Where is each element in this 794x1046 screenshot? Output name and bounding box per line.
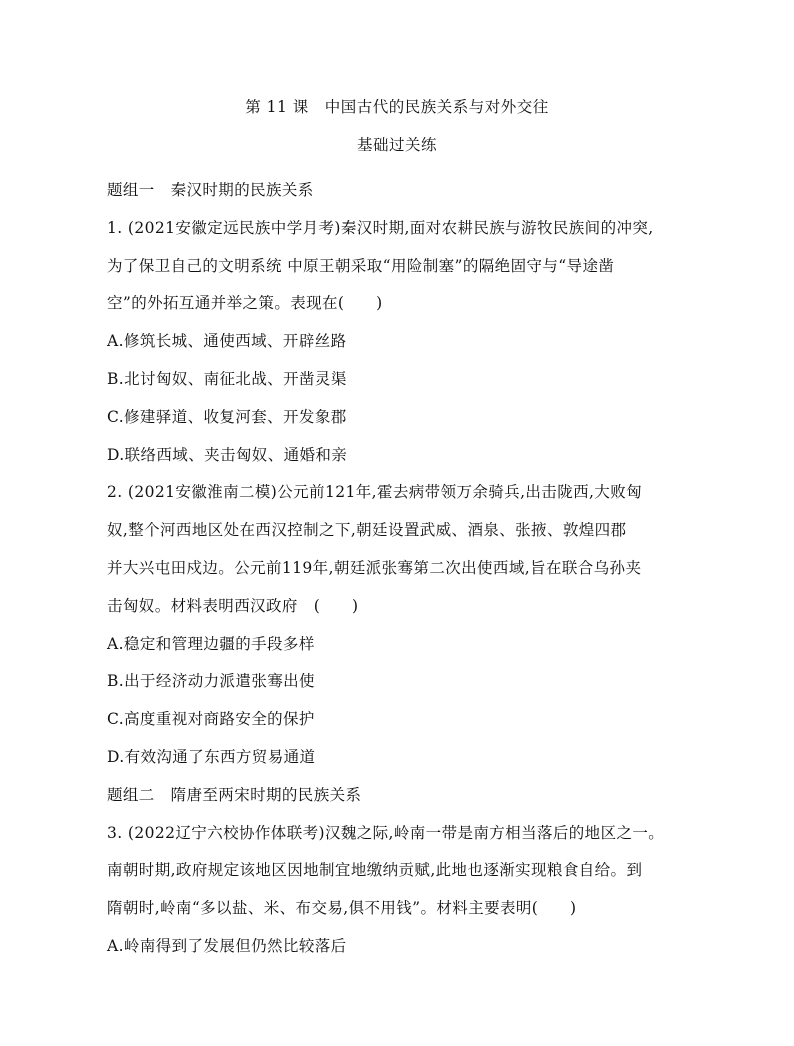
- question-1-line-3: 空”的外拓互通并举之策。表现在( ): [107, 294, 383, 313]
- question-3-option-a: A.岭南得到了发展但仍然比较落后: [107, 936, 347, 955]
- section-subtitle: 基础过关练: [356, 136, 437, 154]
- question-1-option-b: B.北讨匈奴、南征北战、开凿灵渠: [107, 369, 347, 388]
- question-2-option-a: A.稳定和管理边疆的手段多样: [107, 634, 315, 653]
- question-1-option-a: A.修筑长城、通使西域、开辟丝路: [107, 332, 347, 351]
- question-1-line-2: 为了保卫自己的文明系统 中原王朝采取“用险制塞”的隔绝固守与“导途凿: [107, 256, 615, 275]
- question-2-option-c: C.高度重视对商路安全的保护: [107, 710, 315, 729]
- question-3-line-3: 隋朝时,岭南“多以盐、米、布交易,俱不用钱”。材料主要表明( ): [107, 899, 577, 918]
- group-heading-2: 题组二 隋唐至两宋时期的民族关系: [107, 785, 362, 804]
- lesson-title: 第 11 课 中国古代的民族关系与对外交往: [245, 98, 549, 116]
- question-1-option-d: D.联络西域、夹击匈奴、通婚和亲: [107, 445, 348, 464]
- document-body: [107, 172, 707, 966]
- question-2-line-4: 击匈奴。材料表明西汉政府 ( ): [107, 596, 359, 615]
- question-2-option-b: B.出于经济动力派遣张骞出使: [107, 672, 315, 691]
- question-2-line-1: 2. (2021安徽淮南二模)公元前121年,霍去病带领万余骑兵,出击陇西,大败匈: [107, 483, 643, 502]
- question-3-line-2: 南朝时期,政府规定该地区因地制宜地缴纳贡赋,此地也逐渐实现粮食自给。到: [107, 861, 643, 880]
- question-2-option-d: D.有效沟通了东西方贸易通道: [107, 747, 316, 766]
- question-2-line-2: 奴,整个河西地区处在西汉控制之下,朝廷设置武威、酒泉、张掖、敦煌四郡: [107, 521, 627, 540]
- group-heading-1: 题组一 秦汉时期的民族关系: [107, 181, 314, 199]
- question-3-line-1: 3. (2022辽宁六校协作体联考)汉魏之际,岭南一带是南方相当落后的地区之一。: [107, 823, 665, 842]
- question-1-option-c: C.修建驿道、收复河套、开发象郡: [107, 407, 347, 426]
- question-2-line-3: 并大兴屯田戍边。公元前119年,朝廷派张骞第二次出使西域,旨在联合乌孙夹: [107, 558, 642, 577]
- question-1-line-1: 1. (2021安徽定远民族中学月考)秦汉时期,面对农耕民族与游牧民族间的冲突,: [107, 218, 654, 237]
